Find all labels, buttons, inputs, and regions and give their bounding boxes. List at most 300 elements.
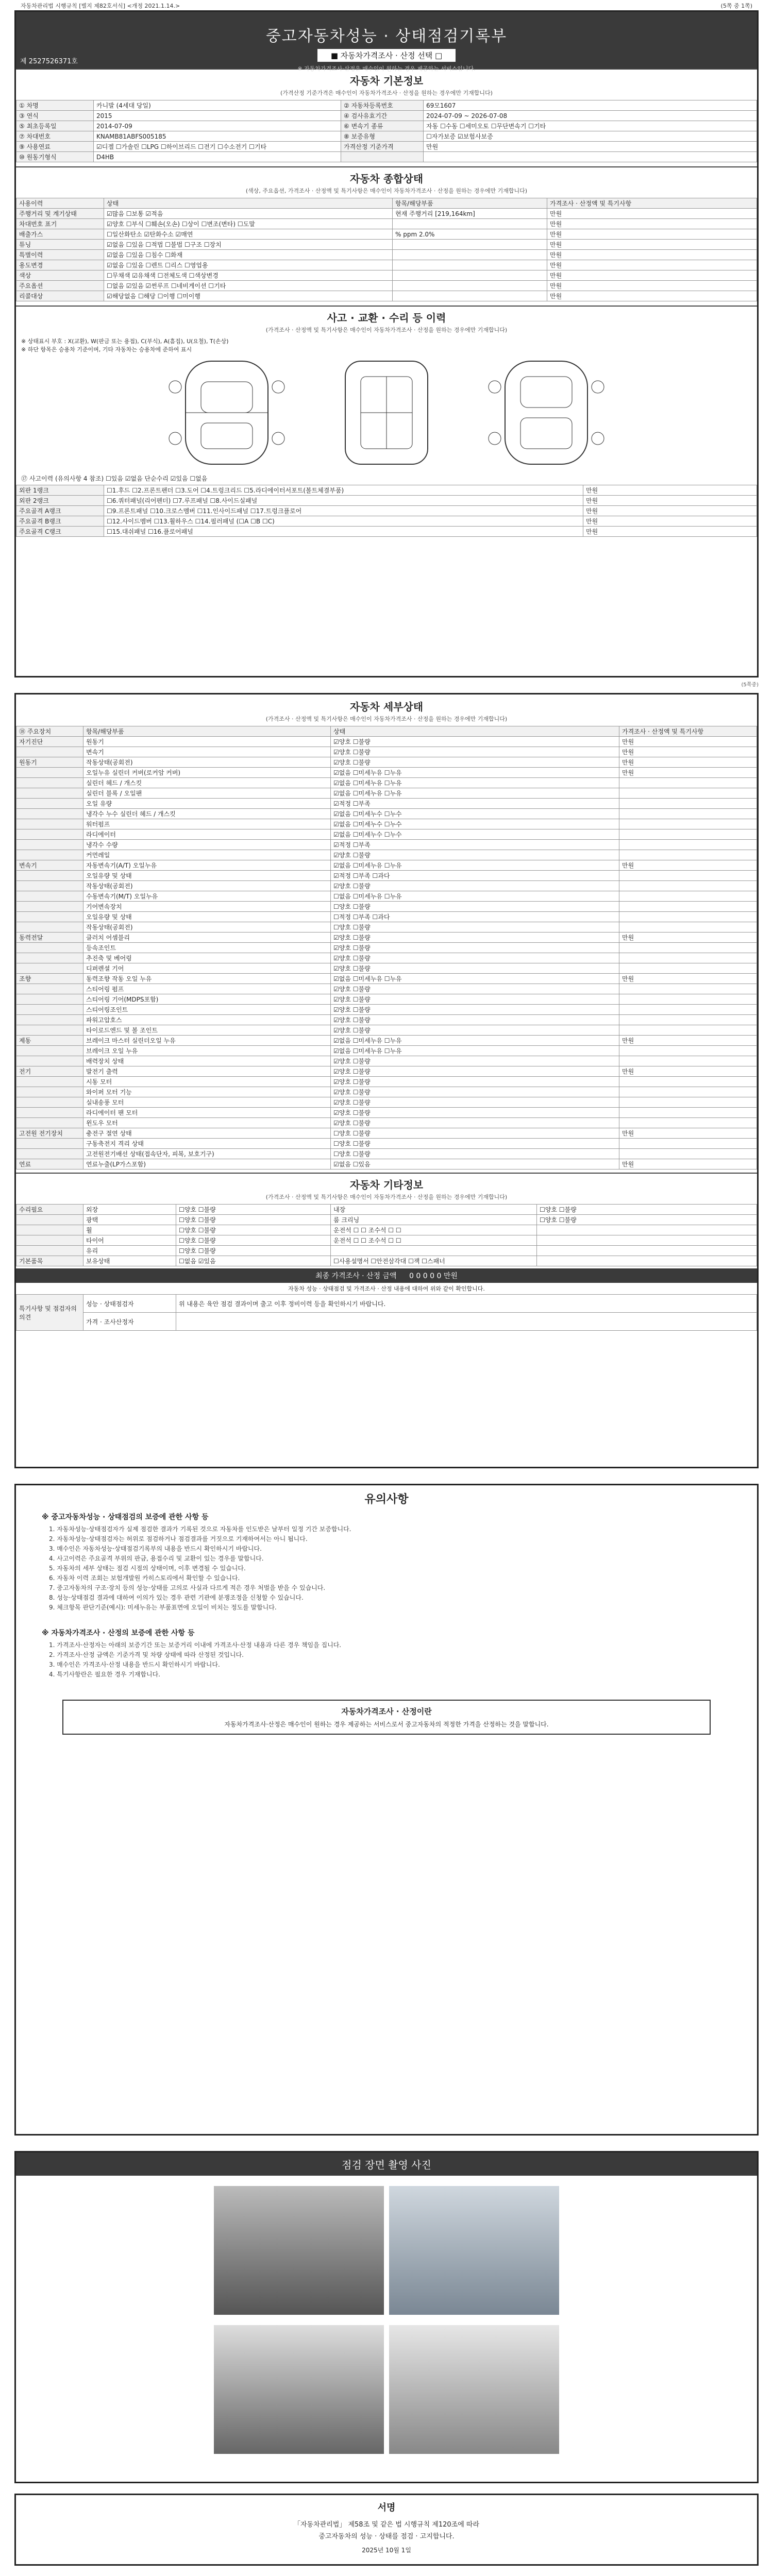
- summary-detail: [393, 219, 547, 229]
- summary-item: 용도변경: [16, 260, 104, 270]
- detail-price: [619, 850, 757, 860]
- detail-price: [619, 819, 757, 829]
- etc-cell: [331, 1246, 537, 1256]
- detail-part: 작동상태(공회전): [83, 757, 331, 768]
- accident-parts: ☐9.프론트패널 ☐10.크로스멤버 ☐11.인사이드패널 ☐17.트렁크플로어: [104, 506, 583, 516]
- detail-part: 자동변속기(A/T) 오일누유: [83, 860, 331, 871]
- note-item: 8. 성능·상태점검 결과에 대하여 이의가 있는 경우 관련 기관에 분쟁조정을 신청할 수 있습니다.: [49, 1594, 304, 1601]
- sign-text: 「자동차관리법」 제58조 및 같은 법 시행규칙 제120조에 따라: [294, 2521, 479, 2529]
- detail-device: [16, 1118, 83, 1128]
- detail-row: [16, 737, 757, 747]
- detail-row: [16, 1036, 757, 1046]
- detail-part: 시동 모터: [83, 1077, 331, 1087]
- inspector-label: 성능 · 상태점검자: [83, 1295, 176, 1313]
- final-price-banner: [16, 1268, 757, 1283]
- car-diagram: [16, 353, 757, 472]
- detail-part: 브레이크 마스터 실린더오일 누유: [83, 1036, 331, 1046]
- detail-part: 오일유량 및 상태: [83, 912, 331, 922]
- summary-title: 자동차 종합상태: [349, 173, 424, 185]
- detail-status: ☑양호 ☐불량: [331, 850, 619, 860]
- note-item: 2. 가격조사·산정 금액은 기준가격 및 차량 상태에 따라 산정된 것입니다.: [49, 1651, 244, 1658]
- field-value: ☑디젤 ☐가솔린 ☐LPG ☐하이브리드 ☐전기 ☐수소전기 ☐기타: [94, 142, 341, 152]
- field-label: ② 자동차등록번호: [341, 100, 424, 111]
- detail-price: [619, 891, 757, 902]
- detail-status: ☑양호 ☐불량: [331, 881, 619, 891]
- accident-group-label: 외판 1랭크: [16, 485, 104, 496]
- detail-price: 만원: [619, 768, 757, 778]
- etc-cell: 보유상태: [83, 1256, 176, 1266]
- detail-price: [619, 963, 757, 974]
- detail-row: [16, 768, 757, 778]
- detail-part: 오일유량 및 상태: [83, 871, 331, 881]
- detail-row: [16, 902, 757, 912]
- detail-part: 스티어링 기어(MDPS포함): [83, 994, 331, 1005]
- detail-status: ☑양호 ☐불량: [331, 984, 619, 994]
- summary-section: [16, 166, 757, 301]
- notes-page: [14, 1484, 759, 2136]
- summary-item: 배출가스: [16, 229, 104, 240]
- etc-cell: 운전석 ☐ ☐ 조수석 ☐ ☐: [331, 1235, 537, 1246]
- summary-item: 리콜대상: [16, 291, 104, 301]
- notes-title: 유의사항: [364, 1493, 409, 1506]
- detail-row: [16, 829, 757, 840]
- summary-detail: [393, 260, 547, 270]
- field-value: 69모1607: [424, 100, 757, 111]
- inspector-opinion: 위 내용은 육안 점검 결과이며 출고 이후 정비이력 등을 확인하시기 바랍니다.: [176, 1295, 757, 1313]
- detail-price: [619, 984, 757, 994]
- detail-price: 만원: [619, 747, 757, 757]
- appraiser-label: 가격 · 조사산정자: [83, 1313, 176, 1331]
- etc-cell: [16, 1215, 83, 1225]
- page-2: [14, 693, 759, 1468]
- detail-price: [619, 912, 757, 922]
- field-label: ③ 연식: [16, 111, 94, 121]
- detail-part: 배력장치 상태: [83, 1056, 331, 1066]
- detail-part: 커먼레일: [83, 850, 331, 860]
- etc-cell: ☐양호 ☐불량: [537, 1205, 757, 1215]
- accident-group-row: [16, 496, 757, 506]
- summary-status: ☑없음 ☐있음 ☐렌트 ☐리스 ☐영업용: [104, 260, 393, 270]
- detail-status: ☑양호 ☐불량: [331, 1077, 619, 1087]
- etc-cell: ☐없음 ☑있음: [176, 1256, 331, 1266]
- etc-cell: 유리: [83, 1246, 176, 1256]
- column-header: 가격조사 · 산정액 및 특기사항: [619, 726, 757, 737]
- detail-status: ☑양호 ☐불량: [331, 963, 619, 974]
- accident-history: ⑰ 사고이력 (유의사항 4 참조) ☐있음 ☑없음 단순수리 ☑있음 ☐없음: [21, 475, 208, 482]
- summary-row: [16, 260, 757, 270]
- basic-info-section: [16, 69, 757, 162]
- detail-row: [16, 1097, 757, 1108]
- etc-cell: [537, 1225, 757, 1235]
- etc-cell: ☐양호 ☐불량: [176, 1215, 331, 1225]
- etc-cell: ☐사용설명서 ☐안전삼각대 ☐잭 ☐스패너: [331, 1256, 537, 1266]
- detail-part: 변속기: [83, 747, 331, 757]
- detail-part: 실린더 헤드 / 개스킷: [83, 778, 331, 788]
- detail-device: [16, 829, 83, 840]
- detail-device: [16, 819, 83, 829]
- detail-price: [619, 994, 757, 1005]
- accident-price: 만원: [583, 496, 757, 506]
- summary-detail: [393, 291, 547, 301]
- detail-status: ☑양호 ☐불량: [331, 737, 619, 747]
- note-item: 4. 특기사항란은 필요한 경우 기재합니다.: [49, 1671, 160, 1678]
- detail-price: [619, 1005, 757, 1015]
- detail-device: [16, 1097, 83, 1108]
- detail-price: 만원: [619, 1128, 757, 1139]
- accident-price: 만원: [583, 485, 757, 496]
- field-value: 카니발 (4세대 당일): [94, 100, 341, 111]
- detail-part: 스티어링조인트: [83, 1005, 331, 1015]
- detail-status: ☑양호 ☐불량: [331, 994, 619, 1005]
- detail-status: ☑양호 ☐불량: [331, 1066, 619, 1077]
- detail-status: ☑없음 ☐미세누유 ☐누유: [331, 974, 619, 984]
- etc-table: [16, 1204, 757, 1266]
- detail-price: [619, 799, 757, 809]
- detail-price: [619, 902, 757, 912]
- detail-row: [16, 1087, 757, 1097]
- etc-cell: ☐양호 ☐불량: [176, 1246, 331, 1256]
- summary-item: 주행거리 및 계기상태: [16, 209, 104, 219]
- photos-title: 점검 장면 촬영 사진: [16, 2153, 757, 2176]
- detail-price: [619, 1087, 757, 1097]
- detail-part: 냉각수 누수 실린더 헤드 / 개스킷: [83, 809, 331, 819]
- accident-price: 만원: [583, 506, 757, 516]
- etc-title: 자동차 기타정보: [16, 1173, 757, 1193]
- note-item: 4. 사고이력은 주요골격 부위의 판금, 용접수리 및 교환이 있는 경우를 말합니다.: [49, 1555, 264, 1562]
- column-header: 항목/해당부품: [393, 198, 547, 209]
- accident-parts: ☐6.쿼터패널(리어펜더) ☐7.루프패널 ☐8.사이드실패널: [104, 496, 583, 506]
- detail-status: ☑양호 ☐불량: [331, 933, 619, 943]
- detail-price: [619, 943, 757, 953]
- detail-row: [16, 1139, 757, 1149]
- note-item: 1. 자동차성능·상태점검자가 실제 점검한 결과가 기록된 것으로 자동차를 인도받은 날부터 일정 기간 보증합니다.: [49, 1526, 351, 1533]
- detail-status: ☑없음 ☐미세누수 ☐누수: [331, 819, 619, 829]
- field-value: 만원: [424, 142, 757, 152]
- accident-group-row: [16, 506, 757, 516]
- detail-part: 냉각수 수량: [83, 840, 331, 850]
- notes-list-2: [42, 1641, 731, 1679]
- summary-row: [16, 270, 757, 281]
- detail-price: [619, 840, 757, 850]
- detail-device: [16, 768, 83, 778]
- summary-price: 만원: [547, 270, 757, 281]
- detail-device: [16, 912, 83, 922]
- detail-device: [16, 1046, 83, 1056]
- detail-row: [16, 840, 757, 850]
- detail-part: 연료누출(LP가스포함): [83, 1159, 331, 1170]
- detail-subtitle: (가격조사 · 산정액 및 특기사항은 매수인이 자동차가격조사 · 산정을 원하는 경우에만 기재합니다): [265, 716, 508, 722]
- detail-status: ☑양호 ☐불량: [331, 953, 619, 963]
- basic-info-table: [16, 100, 757, 162]
- summary-price: 만원: [547, 209, 757, 219]
- summary-status: ☐없음 ☑있음 ☑썬루프 ☐네비게이션 ☐기타: [104, 281, 393, 291]
- detail-price: 만원: [619, 1066, 757, 1077]
- detail-device: [16, 1025, 83, 1036]
- detail-part: 동력조향 작동 오일 누유: [83, 974, 331, 984]
- detail-part: 실린더 블록 / 오일팬: [83, 788, 331, 799]
- summary-price: 만원: [547, 260, 757, 270]
- detail-row: [16, 1159, 757, 1170]
- summary-detail: [393, 270, 547, 281]
- summary-item: 차대번호 표기: [16, 219, 104, 229]
- inspection-photo-lift: [389, 2325, 559, 2454]
- detail-device: 동력전달: [16, 933, 83, 943]
- sign-title: 서명: [377, 2502, 396, 2513]
- detail-price: [619, 1097, 757, 1108]
- detail-device: 조향: [16, 974, 83, 984]
- detail-status: ☑양호 ☐불량: [331, 747, 619, 757]
- detail-row: [16, 933, 757, 943]
- field-label: ① 차명: [16, 100, 94, 111]
- field-label: ⑥ 변속기 종류: [341, 121, 424, 131]
- detail-part: 오일누유 실린더 커버(로커암 커버): [83, 768, 331, 778]
- detail-part: 라디에이터 팬 모터: [83, 1108, 331, 1118]
- detail-status: ☐양호 ☐불량: [331, 1139, 619, 1149]
- detail-row: [16, 963, 757, 974]
- detail-part: 워터펌프: [83, 819, 331, 829]
- detail-device: [16, 840, 83, 850]
- etc-cell: 타이어: [83, 1235, 176, 1246]
- detail-row: [16, 974, 757, 984]
- field-value: D4HB: [94, 152, 341, 162]
- column-header: 상태: [331, 726, 619, 737]
- detail-part: 작동상태(공회전): [83, 922, 331, 933]
- etc-cell: [537, 1235, 757, 1246]
- summary-row: [16, 240, 757, 250]
- detail-device: [16, 881, 83, 891]
- etc-cell: 기본품목: [16, 1256, 83, 1266]
- detail-status: ☑없음 ☐미세누유 ☐누유: [331, 768, 619, 778]
- etc-cell: 내장: [331, 1205, 537, 1215]
- column-header: 항목/해당부품: [83, 726, 331, 737]
- car-rear-side-diagram: [474, 356, 618, 469]
- detail-row: [16, 1056, 757, 1066]
- detail-device: 고전원 전기장치: [16, 1128, 83, 1139]
- detail-part: 윈도우 모터: [83, 1118, 331, 1128]
- etc-cell: 휠: [83, 1225, 176, 1235]
- special-notes-label: 특기사항 및 점검자의 의견: [16, 1295, 83, 1331]
- form-topbar: [0, 0, 773, 9]
- appraisal-box-text: 자동차가격조사·산정은 매수인이 원하는 경우 제공하는 서비스로서 중고자동차의 적정한 가격을 산정하는 것을 말합니다.: [224, 1721, 549, 1728]
- etc-cell: ☐양호 ☐불량: [176, 1235, 331, 1246]
- detail-part: 추진축 및 베어링: [83, 953, 331, 963]
- summary-item: 특별이력: [16, 250, 104, 260]
- appraiser-opinion: [176, 1313, 757, 1331]
- photos-grid: [16, 2176, 757, 2325]
- detail-status: ☑양호 ☐불량: [331, 757, 619, 768]
- summary-price: 만원: [547, 229, 757, 240]
- field-value: 2015: [94, 111, 341, 121]
- appraisal-box: [62, 1700, 711, 1735]
- detail-row: [16, 912, 757, 922]
- detail-price: [619, 1108, 757, 1118]
- detail-title: 자동차 세부상태: [349, 701, 424, 713]
- car-front-side-diagram: [155, 356, 299, 469]
- detail-status: ☑양호 ☐불량: [331, 1015, 619, 1025]
- note-item: 1. 가격조사·산정자는 아래의 보증기간 또는 보증거리 이내에 가격조사·산정 내용과 다른 경우 책임을 집니다.: [49, 1641, 342, 1649]
- detail-price: [619, 871, 757, 881]
- inspection-photo-rear: [214, 2325, 384, 2454]
- detail-status: ☑없음 ☐있음: [331, 1159, 619, 1170]
- detail-status: ☑적정 ☐부족 ☐과다: [331, 871, 619, 881]
- detail-row: [16, 1046, 757, 1056]
- detail-part: 발전기 출력: [83, 1066, 331, 1077]
- detail-row: [16, 943, 757, 953]
- detail-device: 연료: [16, 1159, 83, 1170]
- detail-device: 원동기: [16, 757, 83, 768]
- detail-price: [619, 1118, 757, 1128]
- accident-group-label: 주요골격 A랭크: [16, 506, 104, 516]
- detail-status: ☑없음 ☐미세누유 ☐누유: [331, 1046, 619, 1056]
- detail-device: [16, 809, 83, 819]
- detail-status: ☑양호 ☐불량: [331, 1087, 619, 1097]
- etc-cell: 운전석 ☐ ☐ 조수석 ☐ ☐: [331, 1225, 537, 1235]
- detail-price: [619, 1025, 757, 1036]
- detail-row: [16, 891, 757, 902]
- summary-table: [16, 198, 757, 301]
- etc-row: [16, 1215, 757, 1225]
- detail-device: [16, 778, 83, 788]
- detail-row: [16, 1025, 757, 1036]
- detail-price: [619, 1015, 757, 1025]
- detail-device: [16, 902, 83, 912]
- accident-parts-table: [16, 485, 757, 537]
- detail-price: 만원: [619, 757, 757, 768]
- etc-row: [16, 1205, 757, 1215]
- detail-device: [16, 871, 83, 881]
- detail-device: [16, 1139, 83, 1149]
- basic-info-row: [16, 111, 757, 121]
- detail-row: [16, 1005, 757, 1015]
- accident-section: [16, 306, 757, 537]
- field-label: 가격산정 기준가격: [341, 142, 424, 152]
- field-label: ⑧ 보증유형: [341, 131, 424, 142]
- detail-device: [16, 1108, 83, 1118]
- accident-group-label: 주요골격 B랭크: [16, 516, 104, 527]
- summary-status: ☑많음 ☐보통 ☑적음: [104, 209, 393, 219]
- etc-cell: ☐양호 ☐불량: [537, 1215, 757, 1225]
- detail-row: [16, 799, 757, 809]
- detail-status: ☐양호 ☐불량: [331, 1128, 619, 1139]
- detail-price: 만원: [619, 974, 757, 984]
- summary-price: 만원: [547, 240, 757, 250]
- detail-row: [16, 747, 757, 757]
- etc-cell: 광택: [83, 1215, 176, 1225]
- summary-status: ☐무채색 ☑유채색 ☐전체도색 ☐색상변경: [104, 270, 393, 281]
- detail-row: [16, 871, 757, 881]
- form-title: 중고자동차성능 · 상태점검기록부: [265, 27, 508, 45]
- page-footer: (5쪽중): [741, 682, 759, 688]
- summary-detail: [393, 240, 547, 250]
- detail-status: ☐양호 ☐불량: [331, 922, 619, 933]
- accident-group-row: [16, 485, 757, 496]
- accident-parts: ☐12.사이드멤버 ☐13.휠하우스 ☐14.필러패널 (☐A ☐B ☐C): [104, 516, 583, 527]
- summary-price: 만원: [547, 281, 757, 291]
- sign-date: 2025년 10월 1일: [362, 2547, 411, 2554]
- detail-row: [16, 809, 757, 819]
- summary-item: 주요옵션: [16, 281, 104, 291]
- notes-heading-1: ※ 중고자동차성능 · 상태점검의 보증에 관한 사항 등: [42, 1513, 209, 1521]
- field-label: ⑩ 원동기형식: [16, 152, 94, 162]
- summary-row: [16, 219, 757, 229]
- detail-device: [16, 747, 83, 757]
- final-price-title: 최종 가격조사 · 산정 금액: [315, 1272, 397, 1280]
- detail-row: [16, 1128, 757, 1139]
- detail-status: ☑없음 ☐미세누유 ☐누유: [331, 860, 619, 871]
- detail-row: [16, 984, 757, 994]
- appraisal-box-title: 자동차가격조사 · 산정이란: [341, 1707, 432, 1716]
- final-price-note: 자동차 성능 · 상태점검 및 가격조사 · 산정 내용에 대하여 위와 같이 확인합니다.: [288, 1285, 485, 1292]
- sign-section: [14, 2494, 759, 2566]
- detail-row: [16, 1015, 757, 1025]
- detail-status: ☑양호 ☐불량: [331, 1097, 619, 1108]
- form-header: [16, 12, 757, 72]
- accident-price: 만원: [583, 516, 757, 527]
- summary-row: [16, 229, 757, 240]
- form-notice: ※ 자동차가격조사·산정은 매수인이 원하는 경우 제공하는 서비스입니다.: [297, 65, 476, 72]
- detail-part: 클러치 어셈블리: [83, 933, 331, 943]
- etc-subtitle: (가격조사 · 산정액 및 특기사항은 매수인이 자동차가격조사 · 산정을 원하는 경우에만 기재합니다): [265, 1194, 508, 1200]
- detail-price: 만원: [619, 933, 757, 943]
- summary-detail: 현재 주행거리 [219,164km]: [393, 209, 547, 219]
- detail-part: 타이로드엔드 및 볼 조인트: [83, 1025, 331, 1036]
- summary-status: ☐일산화탄소 ☑탄화수소 ☑매연: [104, 229, 393, 240]
- page-1: [14, 10, 759, 677]
- summary-status: ☑양호 ☐부식 ☐훼손(오손) ☐상이 ☐변조(변타) ☐도말: [104, 219, 393, 229]
- detail-table: [16, 726, 757, 1170]
- detail-device: [16, 994, 83, 1005]
- detail-part: 와이퍼 모터 기능: [83, 1087, 331, 1097]
- basic-info-row: [16, 100, 757, 111]
- field-label: ⑤ 최초등록일: [16, 121, 94, 131]
- note-item: 6. 자동차 이력 조회는 보험개발원 카히스토리에서 확인할 수 있습니다.: [49, 1574, 240, 1582]
- detail-device: [16, 1087, 83, 1097]
- note-item: 3. 매수인은 가격조사·산정 내용을 반드시 확인하시기 바랍니다.: [49, 1661, 220, 1668]
- detail-status: ☑양호 ☐불량: [331, 1056, 619, 1066]
- etc-cell: 수리필요: [16, 1205, 83, 1215]
- summary-detail: [393, 250, 547, 260]
- detail-part: 수동변속기(M/T) 오일누유: [83, 891, 331, 902]
- detail-row: [16, 1077, 757, 1087]
- photos-grid-2: [16, 2325, 757, 2454]
- detail-device: [16, 799, 83, 809]
- field-value: 2014-07-09: [94, 121, 341, 131]
- basic-info-row: [16, 142, 757, 152]
- form-reference: 자동차관리법 시행규칙 [별지 제82호서식] <개정 2021.1.14.>: [21, 3, 180, 9]
- detail-status: ☑없음 ☐미세누수 ☐누수: [331, 829, 619, 840]
- summary-item: 튜닝: [16, 240, 104, 250]
- detail-price: 만원: [619, 1159, 757, 1170]
- accident-group-row: [16, 527, 757, 537]
- detail-price: [619, 778, 757, 788]
- etc-cell: [537, 1246, 757, 1256]
- detail-device: [16, 943, 83, 953]
- form-number: 제 2527526371호: [20, 58, 78, 65]
- summary-row: [16, 291, 757, 301]
- detail-device: [16, 891, 83, 902]
- inspection-photo-front: [214, 2186, 384, 2315]
- detail-price: 만원: [619, 860, 757, 871]
- accident-group-label: 외판 2랭크: [16, 496, 104, 506]
- accident-price: 만원: [583, 527, 757, 537]
- detail-row: [16, 881, 757, 891]
- summary-detail: % ppm 2.0%: [393, 229, 547, 240]
- detail-price: [619, 1149, 757, 1159]
- accident-subtitle: (가격조사 · 산정액 및 특기사항은 매수인이 자동차가격조사 · 산정을 원하는 경우에만 기재합니다): [265, 327, 508, 333]
- detail-part: 디퍼렌셜 기어: [83, 963, 331, 974]
- summary-price: 만원: [547, 291, 757, 301]
- column-header: 상태: [104, 198, 393, 209]
